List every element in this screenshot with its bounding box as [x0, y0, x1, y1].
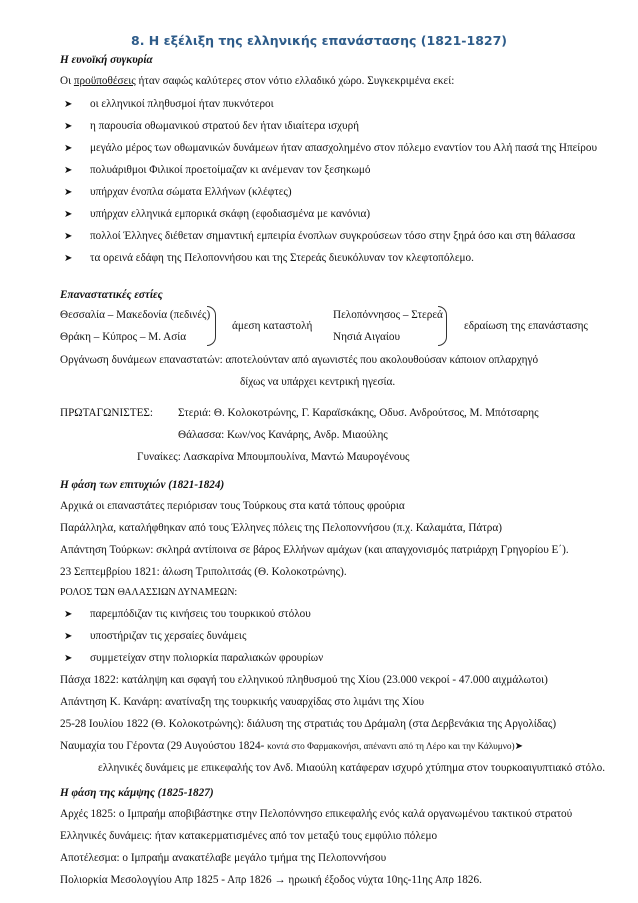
intro-line — [60, 74, 454, 88]
right-result: εδραίωση της επανάστασης — [464, 320, 588, 332]
bullet-text: υπήρχαν ελληνικά εμπορικά σκάφη (εφοδιασμένα με κανόνια) — [90, 208, 371, 220]
intro-post: ήταν σαφώς καλύτερες στον νότιο ελλαδικό χώρο. Συγκεκριμένα εκεί: — [135, 75, 455, 87]
text-line: 25-28 Ιουλίου 1822 (Θ. Κολοκοτρώνης): διάλυση της στρατιάς του Δράμαλη (στα Δερβενάκια της Αργολίδας) — [60, 718, 557, 730]
arrow-icon: ➤ — [64, 231, 73, 242]
arrow-icon: ➤ — [64, 209, 73, 220]
protagonists-sea: Θάλασσα: Κων/νος Κανάρης, Ανδρ. Μιαούλης — [178, 429, 388, 441]
bullet-text: πολυάριθμοι Φιλικοί προετοίμαζαν κι ανέμεναν τον ξεσηκωμό — [90, 164, 371, 176]
text-line: Πάσχα 1822: κατάληψη και σφαγή του ελληνικού πληθυσμού της Χίου (23.000 νεκροί - 47.000 αιχμάλωτοι) — [60, 674, 548, 686]
section-heading-successes: Η φάση των επιτυχιών (1821-1824) — [60, 479, 225, 491]
arrow-icon: ➤ — [64, 253, 73, 264]
bullet-text: πολλοί Έλληνες διέθεταν σημαντική εμπειρία ένοπλων συγκρούσεων τόσο στην ξηρά όσο και στη θάλασσα — [90, 230, 576, 242]
text-line: ΡΟΛΟΣ ΤΩΝ ΘΑΛΑΣΣΙΩΝ ΔΥΝΑΜΕΩΝ: — [60, 587, 238, 598]
naval-continuation: ελληνικές δυνάμεις με επικεφαλής τον Ανδ. Μιαούλη κατάφεραν ισχυρό χτύπημα στον τουρκοαιγυπτιακό στόλο. — [98, 762, 606, 774]
text-line: 23 Σεπτεμβρίου 1821: άλωση Τριπολιτσάς (Θ. Κολοκοτρώνης). — [60, 566, 347, 578]
text-line: Αρχικά οι επαναστάτες περιόρισαν τους Τούρκους στα κατά τόπους φρούρια — [60, 500, 405, 512]
left-result: άμεση καταστολή — [232, 320, 313, 332]
naval-small: κοντά στο Φαρμακονήσι, απέναντι από τη Λέρο και την Κάλυμνο) — [267, 742, 515, 752]
protagonists-land: Στεριά: Θ. Κολοκοτρώνης, Γ. Καραϊσκάκης, Οδυσ. Ανδρούτσος, Μ. Μπότσαρης — [178, 407, 539, 419]
bullet-text: συμμετείχαν στην πολιορκία παραλιακών φρουρίων — [90, 652, 324, 664]
bullet-item — [64, 251, 474, 266]
bullet-text: οι ελληνικοί πληθυσμοί ήταν πυκνότεροι — [90, 98, 274, 110]
left-region-1: Θεσσαλία – Μακεδονία (πεδινές) — [60, 309, 211, 321]
organization-line: Οργάνωση δυνάμεων επαναστατών: αποτελούνταν από αγωνιστές που ακολουθούσαν κάποιον οπλαρχηγό — [60, 354, 539, 366]
naval-battle-line — [60, 739, 523, 754]
left-region-2: Θράκη – Κύπρος – Μ. Ασία — [60, 331, 187, 343]
bullet-item — [64, 97, 274, 112]
organization-line-2: δίχως να υπάρχει κεντρική ηγεσία. — [240, 376, 396, 388]
text-line: Απάντηση Τούρκων: σκληρά αντίποινα σε βάρος Ελλήνων αμάχων (και απαγχονισμός πατριάρχη Γρηγορίου Ε΄). — [60, 544, 569, 556]
bullet-item — [64, 651, 323, 666]
bullet-text: παρεμπόδιζαν τις κινήσεις του τουρκικού στόλου — [90, 608, 311, 620]
bullet-text: υπήρχαν ένοπλα σώματα Ελλήνων (κλέφτες) — [90, 186, 292, 198]
intro-underlined: προϋποθέσεις — [73, 75, 136, 87]
section-heading-centers: Επαναστατικές εστίες — [60, 289, 163, 301]
text-line: Αρχές 1825: ο Ιμπραήμ αποβιβάστηκε στην Πελοπόννησο επικεφαλής ενός καλά οργανωμένου τακτικού στρατού — [60, 808, 573, 820]
bullet-text: υποστήριζαν τις χερσαίες δυνάμεις — [90, 630, 247, 642]
text-line: Αποτέλεσμα: ο Ιμπραήμ ανακατέλαβε μεγάλο τμήμα της Πελοποννήσου — [60, 852, 387, 864]
bullet-item — [64, 607, 311, 622]
bullet-item — [64, 207, 370, 222]
arrow-icon: ➤ — [64, 121, 73, 132]
arrow-icon: ➤ — [64, 609, 73, 620]
bullet-text: τα ορεινά εδάφη της Πελοποννήσου και της Στερεάς διευκόλυναν τον κλεφτοπόλεμο. — [90, 252, 474, 264]
arrow-icon: ➤ — [64, 631, 73, 642]
bullet-item — [64, 185, 292, 200]
right-region-2: Νησιά Αιγαίου — [333, 331, 401, 343]
protagonists-women: Γυναίκες: Λασκαρίνα Μπουμπουλίνα, Μαντώ Μαυρογένους — [137, 451, 410, 463]
arrow-icon: ➤ — [514, 741, 524, 752]
arrow-icon: ➤ — [64, 165, 73, 176]
arrow-icon: ➤ — [64, 653, 73, 664]
text-line: Πολιορκία Μεσολογγίου Απρ 1825 - Απρ 1826 → ηρωική έξοδος νύχτα 10ης-11ης Απρ 1826. — [60, 874, 482, 886]
arrow-icon: ➤ — [64, 187, 73, 198]
bullet-item — [64, 119, 359, 134]
section-heading-decline: Η φάση της κάμψης (1825-1827) — [60, 787, 214, 799]
right-region-1: Πελοπόννησος – Στερεά — [333, 309, 443, 321]
bullet-item — [64, 141, 597, 156]
right-brace — [438, 306, 447, 346]
protagonists-label: ΠΡΩΤΑΓΩΝΙΣΤΕΣ: — [60, 407, 154, 419]
arrow-icon: ➤ — [64, 99, 73, 110]
text-line: Απάντηση Κ. Κανάρη: ανατίναξη της τουρκικής ναυαρχίδας στο λιμάνι της Χίου — [60, 696, 425, 708]
left-brace — [207, 306, 216, 346]
bullet-text: μεγάλο μέρος των οθωμανικών δυνάμεων ήταν απασχολημένο στον πόλεμο εναντίον του Αλή πασά της Ηπείρου — [90, 142, 598, 154]
naval-main: Ναυμαχία του Γέροντα (29 Αυγούστου 1824- — [60, 740, 268, 752]
text-line: Παράλληλα, καταλήφθηκαν από τους Έλληνες πόλεις της Πελοποννήσου (π.χ. Καλαμάτα, Πάτρα) — [60, 522, 502, 534]
section-heading-favorable: Η ευνοϊκή συγκυρία — [60, 54, 153, 66]
page-title: 8. Η εξέλιξη της ελληνικής επανάστασης (1821-1827) — [131, 33, 507, 48]
intro-pre: Οι — [60, 75, 74, 87]
bullet-text: η παρουσία οθωμανικού στρατού δεν ήταν ιδιαίτερα ισχυρή — [90, 120, 359, 132]
bullet-item — [64, 229, 575, 244]
bullet-item — [64, 163, 370, 178]
text-line: Ελληνικές δυνάμεις: ήταν κατακερματισμένες από τον μεταξύ τους εμφύλιο πόλεμο — [60, 830, 438, 842]
arrow-icon: ➤ — [64, 143, 73, 154]
bullet-item — [64, 629, 246, 644]
